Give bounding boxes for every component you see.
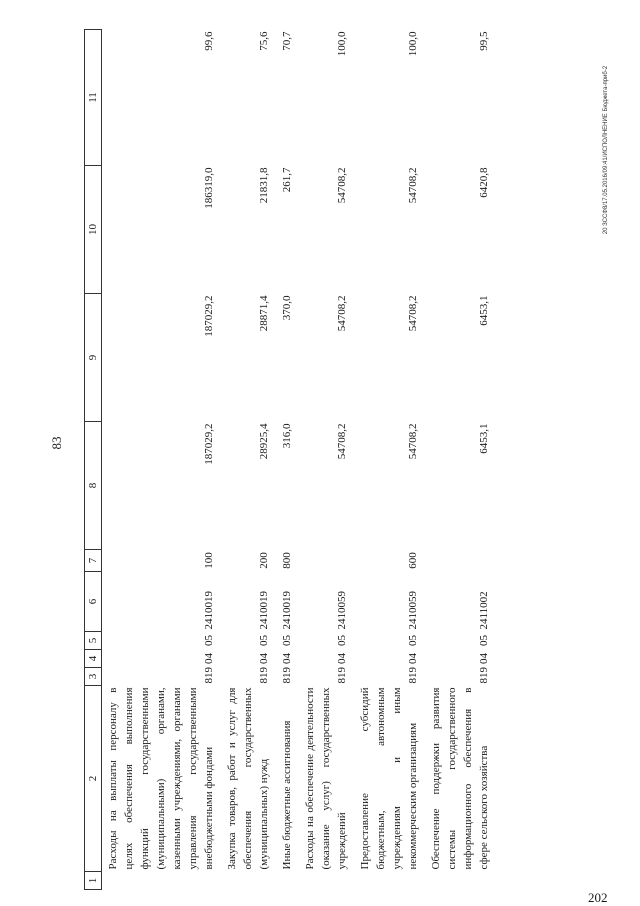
rz-code: 04: [281, 653, 293, 664]
column-header: 6: [85, 572, 102, 632]
column-header: 1: [85, 872, 102, 890]
column-header: 2: [85, 686, 102, 872]
value-col-11: 100,0: [407, 31, 419, 57]
rz-code: 04: [258, 653, 270, 664]
pr-code: 05: [258, 635, 270, 646]
value-col-11: 99,5: [478, 31, 490, 51]
value-col-10: 54708,2: [407, 167, 419, 204]
side-note: 20 ЗССФ8/17.05.2016/09:41/ИСПОЛНЕНИЕ Бюджета-приб-2: [603, 65, 609, 235]
value-col-10: 21831,8: [258, 167, 270, 204]
vr-code: 200: [258, 552, 270, 569]
vr-code: 600: [407, 552, 419, 569]
value-col-8: 6453,1: [478, 423, 490, 454]
column-header: 5: [85, 632, 102, 650]
row-name: Предоставление субсидий бюджетным, автономным учреждениям и иным некоммерческим организациям: [359, 687, 419, 870]
value-col-8: 316,0: [281, 423, 293, 449]
row-name: Расходы на выплаты персоналу в целях обеспечения выполнения функций государственными (муниципальными) органами, казенными учреждениями, органами управления государственными внебюджетными фондами: [107, 687, 215, 870]
value-col-8: 28925,4: [258, 423, 270, 460]
rotated-table-container: [84, 30, 604, 890]
value-col-9: 370,0: [281, 295, 293, 321]
column-header: 7: [85, 550, 102, 572]
row-name: Закупка товаров, работ и услуг для обеспечения государственных (муниципальных) нужд: [226, 687, 270, 870]
csr-code: 2410059: [336, 591, 348, 630]
row-name: Обеспечение поддержки развития системы государственного информационного обеспечения в сфере сельского хозяйства: [430, 687, 490, 870]
table-header-row: [85, 30, 102, 890]
pr-code: 05: [281, 635, 293, 646]
column-header: 4: [85, 650, 102, 668]
value-col-9: 187029,2: [203, 295, 215, 337]
ved-code: 819: [281, 667, 293, 684]
rz-code: 04: [407, 653, 419, 664]
rz-code: 04: [336, 653, 348, 664]
value-col-8: 187029,2: [203, 423, 215, 465]
value-col-10: 6420,8: [478, 167, 490, 198]
csr-code: 2411002: [478, 591, 490, 630]
column-header: 10: [85, 166, 102, 294]
value-col-8: 54708,2: [336, 423, 348, 460]
ved-code: 819: [336, 667, 348, 684]
value-col-11: 100,0: [336, 31, 348, 57]
value-col-9: 54708,2: [336, 295, 348, 332]
csr-code: 2410019: [281, 591, 293, 630]
ved-code: 819: [258, 667, 270, 684]
vr-code: 800: [281, 552, 293, 569]
table-row: [276, 30, 299, 890]
csr-code: 2410019: [258, 591, 270, 630]
ved-code: 819: [478, 667, 490, 684]
corner-page-number: 202: [588, 890, 608, 905]
pr-code: 05: [336, 635, 348, 646]
rz-code: 04: [478, 653, 490, 664]
table-row: [425, 30, 496, 890]
table-row: [354, 30, 425, 890]
value-col-9: 6453,1: [478, 295, 490, 326]
value-col-10: 186319,0: [203, 167, 215, 209]
column-header: 3: [85, 668, 102, 686]
value-col-11: 75,6: [258, 31, 270, 51]
value-col-9: 28871,4: [258, 295, 270, 332]
table-row: [221, 30, 276, 890]
row-name: Расходы на обеспечение деятельности (оказание услуг) государственных учреждений: [304, 687, 348, 870]
column-header: 11: [85, 30, 102, 166]
pr-code: 05: [203, 635, 215, 646]
rz-code: 04: [203, 653, 215, 664]
value-col-9: 54708,2: [407, 295, 419, 332]
vr-code: [425, 550, 496, 572]
value-col-11: 99,6: [203, 31, 215, 51]
column-header: 8: [85, 422, 102, 550]
value-col-11: 70,7: [281, 31, 293, 51]
vr-code: [299, 550, 354, 572]
pr-code: 05: [478, 635, 490, 646]
csr-code: 2410059: [407, 591, 419, 630]
vr-code: 100: [203, 552, 215, 569]
column-header: 9: [85, 294, 102, 422]
pr-code: 05: [407, 635, 419, 646]
value-col-8: 54708,2: [407, 423, 419, 460]
ved-code: 819: [407, 667, 419, 684]
value-col-10: 54708,2: [336, 167, 348, 204]
ved-code: 819: [203, 667, 215, 684]
csr-code: 2410019: [203, 591, 215, 630]
table-row: [102, 30, 222, 890]
row-name: Иные бюджетные ассигнования: [281, 720, 293, 870]
budget-table: [84, 29, 496, 890]
page-number: 83: [49, 436, 64, 450]
table-row: [299, 30, 354, 890]
value-col-10: 261,7: [281, 167, 293, 193]
